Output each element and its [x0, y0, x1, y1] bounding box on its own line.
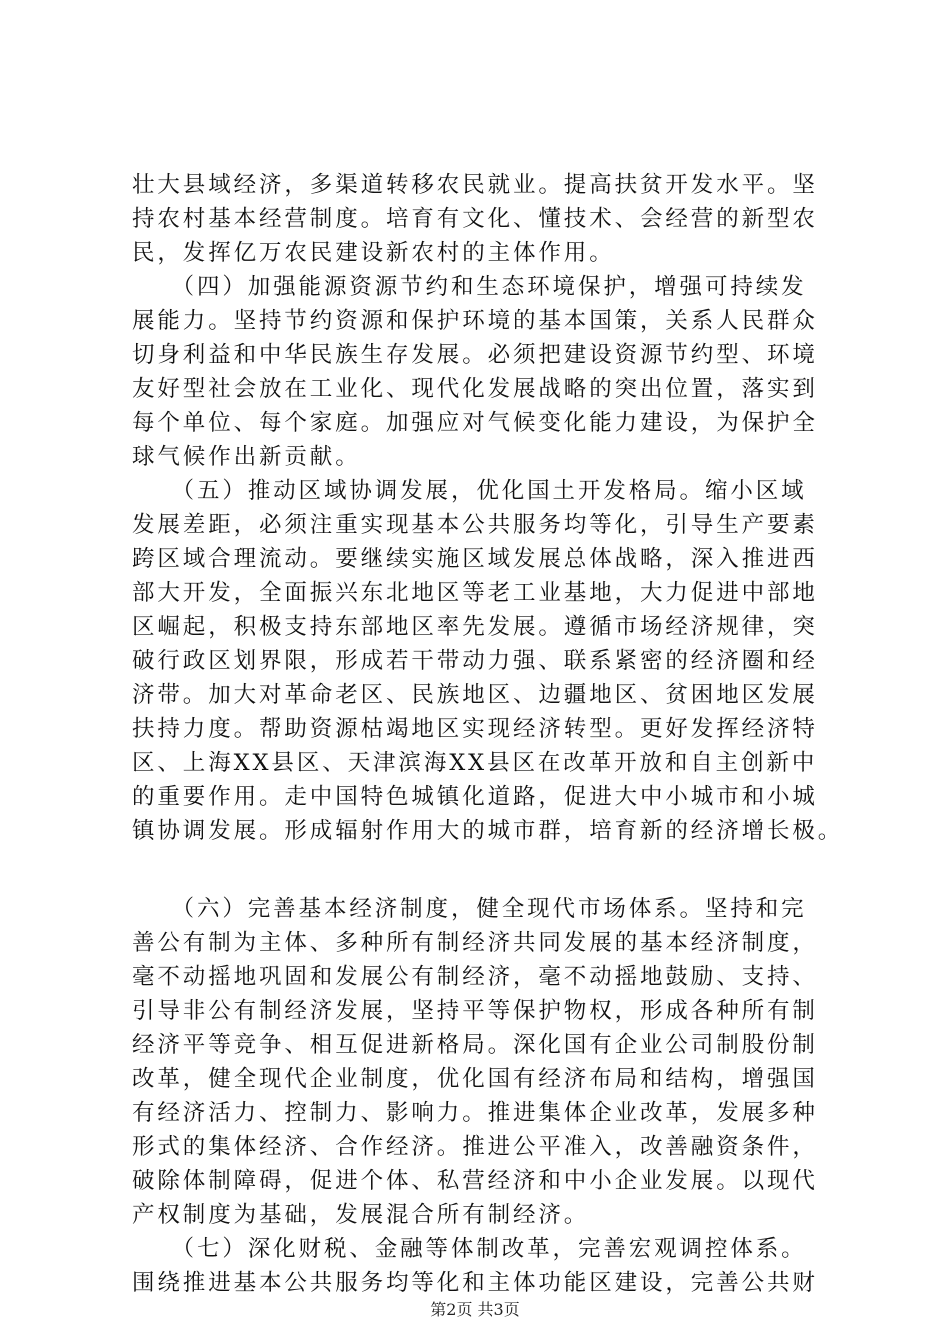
page-number-footer: 第2页 共3页 — [430, 1300, 520, 1319]
text-line: 的重要作用。走中国特色城镇化道路，促进大中小城市和小城 — [132, 784, 818, 810]
text-line: 改革，健全现代企业制度，优化国有经济布局和结构，增强国 — [132, 1066, 818, 1092]
text-line: 球气候作出新贡献。 — [132, 444, 361, 470]
text-line: 善公有制为主体、多种所有制经济共同发展的基本经济制度， — [132, 930, 818, 956]
text-line: 区、上海XX县区、天津滨海XX县区在改革开放和自主创新中 — [132, 750, 818, 776]
text-line: 破行政区划界限，形成若干带动力强、联系紧密的经济圈和经 — [132, 648, 818, 674]
text-line: 友好型社会放在工业化、现代化发展战略的突出位置，落实到 — [132, 376, 818, 402]
text-line: 扶持力度。帮助资源枯竭地区实现经济转型。更好发挥经济特 — [132, 716, 818, 742]
text-line: 壮大县域经济，多渠道转移农民就业。提高扶贫开发水平。坚 — [132, 172, 818, 198]
text-line: 切身利益和中华民族生存发展。必须把建设资源节约型、环境 — [132, 342, 818, 368]
text-line: 镇协调发展。形成辐射作用大的城市群，培育新的经济增长极。 — [132, 818, 844, 844]
text-line: 产权制度为基础，发展混合所有制经济。 — [132, 1202, 590, 1228]
text-line: 经济平等竞争、相互促进新格局。深化国有企业公司制股份制 — [132, 1032, 818, 1058]
text-line — [132, 848, 852, 882]
text-line: 区崛起，积极支持东部地区率先发展。遵循市场经济规律，突 — [132, 614, 818, 640]
text-line: 有经济活力、控制力、影响力。推进集体企业改革，发展多种 — [132, 1100, 818, 1126]
text-line: 引导非公有制经济发展，坚持平等保护物权，形成各种所有制 — [132, 998, 818, 1024]
text-line: 每个单位、每个家庭。加强应对气候变化能力建设，为保护全 — [132, 410, 818, 436]
text-line: 济带。加大对革命老区、民族地区、边疆地区、贫困地区发展 — [132, 682, 818, 708]
text-line: 跨区域合理流动。要继续实施区域发展总体战略，深入推进西 — [132, 546, 818, 572]
text-line: （五）推动区域协调发展，优化国土开发格局。缩小区域 — [132, 478, 807, 504]
text-line: 形式的集体经济、合作经济。推进公平准入，改善融资条件， — [132, 1134, 818, 1160]
text-line: 展能力。坚持节约资源和保护环境的基本国策，关系人民群众 — [132, 308, 818, 334]
text-line: （七）深化财税、金融等体制改革，完善宏观调控体系。 — [132, 1236, 807, 1262]
text-line: 毫不动摇地巩固和发展公有制经济，毫不动摇地鼓励、支持、 — [132, 964, 818, 990]
text-line: （六）完善基本经济制度，健全现代市场体系。坚持和完 — [132, 896, 807, 922]
text-line: 持农村基本经营制度。培育有文化、懂技术、会经营的新型农 — [132, 206, 818, 232]
text-line: （四）加强能源资源节约和生态环境保护，增强可持续发 — [132, 274, 807, 300]
text-line: 破除体制障碍，促进个体、私营经济和中小企业发展。以现代 — [132, 1168, 818, 1194]
text-line: 围绕推进基本公共服务均等化和主体功能区建设，完善公共财 — [132, 1270, 818, 1296]
text-line: 民，发挥亿万农民建设新农村的主体作用。 — [132, 240, 615, 266]
text-line: 发展差距，必须注重实现基本公共服务均等化，引导生产要素 — [132, 512, 818, 538]
text-line: 部大开发，全面振兴东北地区等老工业基地，大力促进中部地 — [132, 580, 818, 606]
